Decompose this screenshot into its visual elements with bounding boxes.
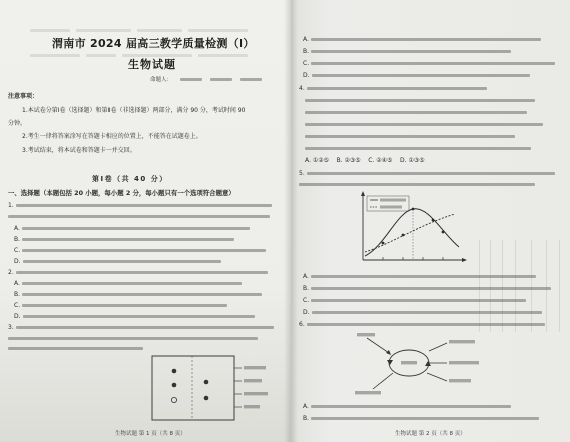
illegible-label [449, 361, 479, 364]
illegible-text [30, 29, 70, 32]
bleed-through-line [479, 240, 480, 332]
illegible-text [22, 238, 234, 241]
illegible-text [311, 50, 511, 53]
question-5-stem [299, 170, 555, 178]
question-number: 1. [8, 202, 14, 209]
question-4-statement [305, 145, 531, 153]
illegible-text [305, 111, 527, 114]
question-2-option-d [14, 313, 255, 321]
question-3-figure [150, 354, 275, 424]
figure-arrow [373, 373, 393, 389]
option-letter: B. [303, 48, 310, 55]
illegible-label [244, 405, 260, 408]
figure-arrow [367, 338, 389, 353]
figure-ring [171, 397, 176, 402]
figure-frame [152, 356, 234, 420]
question-2-option-c [14, 302, 227, 310]
illegible-text [198, 54, 248, 57]
illegible-text [307, 87, 487, 90]
option-letter: A. [303, 403, 309, 410]
question-5-option-a [303, 273, 536, 281]
option-letter: D. [303, 309, 310, 316]
section-heading: 一、选择题（本题包括 20 小题，每小题 2 分，每小题只有一个选项符合题意） [8, 189, 235, 197]
illegible-text [22, 249, 266, 252]
exam-title: 渭南市 2024 届高三教学质量检测（Ⅰ） [52, 37, 255, 50]
bleed-through-line [559, 240, 560, 332]
question-6-stem [299, 321, 545, 329]
question-5-option-c [303, 297, 526, 305]
question-3-option-a [303, 36, 541, 44]
question-2-option-b [14, 291, 262, 299]
graph-point [442, 231, 445, 234]
question-3-stem-line [8, 345, 143, 353]
illegible-text [8, 347, 143, 350]
illegible-text [299, 183, 535, 186]
graph-point [412, 208, 415, 211]
notice-2: 2.考生一律将答案涂写在答题卡相应的位置上，不能答在试题卷上。 [22, 133, 202, 140]
question-1-option-c [14, 247, 266, 255]
illegible-label [357, 333, 375, 336]
option-letter: B. [14, 291, 21, 298]
question-3-stem [8, 324, 274, 332]
notice-3: 3.考试结束，将本试卷和答题卡一并交回。 [22, 147, 136, 154]
option-letter: C. [14, 247, 21, 254]
illegible-text [311, 62, 555, 65]
figure-dot [172, 383, 177, 388]
exam-page-2 [291, 0, 570, 442]
graph-curve-solid [365, 209, 459, 256]
graph-point [382, 242, 385, 245]
bleed-through-line [546, 240, 547, 332]
illegible-text [305, 135, 515, 138]
illegible-text [305, 99, 535, 102]
question-number: 4. [299, 85, 305, 92]
option-letter: C. [303, 60, 310, 67]
question-4-options: A. ①②⑤ B. ②③⑤ C. ②④⑤ D. ①③⑤ [305, 157, 425, 164]
figure-dot [204, 380, 209, 385]
question-6-option-b [303, 415, 539, 423]
question-1-option-d [14, 258, 221, 266]
bleed-through-line [502, 240, 503, 332]
illegible-text [122, 54, 192, 57]
question-5-option-d [303, 309, 542, 317]
question-4-statement [305, 133, 515, 141]
illegible-text [8, 337, 258, 340]
question-number: 6. [299, 321, 305, 328]
illegible-text [305, 147, 531, 150]
illegible-text [180, 78, 202, 81]
question-6-figure [351, 331, 491, 399]
illegible-text [311, 299, 526, 302]
illegible-text [137, 29, 182, 32]
notice-heading: 注意事项： [8, 93, 39, 100]
question-1-option-a [14, 225, 250, 233]
notice-1-continued: 分钟。 [8, 120, 27, 127]
graph-point [432, 219, 435, 222]
illegible-label [449, 340, 475, 343]
illegible-text [22, 293, 262, 296]
page-footer: 生物试题 第 1 页（共 8 页） [115, 431, 186, 437]
illegible-label [244, 366, 266, 369]
option-letter: B. [303, 285, 310, 292]
illegible-text [307, 323, 545, 326]
graph-point [402, 234, 405, 237]
question-4-statement [305, 97, 535, 105]
question-4-stem [299, 85, 487, 93]
option-letter: C. [14, 302, 21, 309]
illegible-text [16, 326, 274, 329]
option-letter: D. [14, 313, 21, 320]
question-2-stem [8, 269, 268, 277]
illegible-text [311, 405, 511, 408]
bleed-through-line [490, 240, 491, 332]
exam-subject: 生物试题 [128, 58, 176, 71]
option-letter: B. [303, 415, 310, 422]
option-letter: C. [303, 297, 310, 304]
question-5-option-b [303, 285, 551, 293]
illegible-text [16, 271, 268, 274]
bleed-through-line [531, 240, 532, 332]
illegible-label [449, 379, 471, 382]
page-fold-shadow [284, 0, 298, 442]
illegible-text [311, 38, 541, 41]
illegible-text [210, 78, 232, 81]
question-4-statement [305, 109, 527, 117]
notice-1: 1.本试卷分第Ⅰ卷（选择题）和第Ⅱ卷（非选择题）两部分，满分 90 分，考试时间 90 [22, 107, 246, 114]
option-letter: A. [303, 36, 309, 43]
question-3-option-d [303, 72, 530, 80]
part-heading: 第Ⅰ卷（共 40 分） [92, 175, 168, 183]
illegible-text [188, 29, 248, 32]
figure-dot [172, 369, 177, 374]
question-4-statement [305, 121, 543, 129]
question-3-option-c [303, 60, 555, 68]
illegible-text [312, 74, 530, 77]
option-letter: D. [14, 258, 21, 265]
authors-label: 命题人： [150, 77, 173, 83]
illegible-text [76, 29, 131, 32]
question-2-option-a [14, 280, 242, 288]
option-letter: D. [303, 72, 310, 79]
page-footer: 生物试题 第 2 页（共 8 页） [395, 431, 466, 437]
illegible-text [311, 417, 539, 420]
illegible-label [355, 391, 381, 394]
illegible-text [16, 204, 272, 207]
question-number: 3. [8, 324, 14, 331]
illegible-text [305, 123, 543, 126]
question-5-graph [351, 190, 471, 270]
illegible-text [22, 282, 242, 285]
question-3-stem-line [8, 335, 258, 343]
arrow-head [425, 361, 431, 366]
option-letter: B. [14, 236, 21, 243]
illegible-text [8, 215, 270, 218]
illegible-legend-text [380, 199, 406, 202]
illegible-text [30, 54, 80, 57]
illegible-text [23, 260, 221, 263]
question-1-stem [8, 202, 272, 210]
faint-header-row [24, 27, 248, 35]
question-1-stem-line [8, 213, 270, 221]
option-letter: A. [303, 273, 309, 280]
option-letter: A. [14, 225, 20, 232]
question-5-stem-line [299, 181, 535, 189]
illegible-text [22, 304, 227, 307]
figure-arrow [427, 373, 447, 381]
illegible-label [244, 392, 268, 395]
authors-line [150, 76, 262, 84]
illegible-label [401, 361, 417, 364]
illegible-text [86, 54, 116, 57]
y-axis-arrow [361, 191, 365, 196]
arrow-head [387, 360, 393, 365]
graph-curve-dashed [365, 214, 455, 252]
arrow-head [386, 350, 391, 355]
graph-legend [367, 196, 409, 211]
figure-arrow [429, 343, 447, 351]
illegible-text [307, 172, 555, 175]
illegible-text [23, 315, 255, 318]
question-number: 2. [8, 269, 14, 276]
illegible-legend-text [380, 206, 402, 209]
question-3-option-b [303, 48, 511, 56]
illegible-text [312, 311, 542, 314]
illegible-text [22, 227, 250, 230]
figure-dot [204, 396, 209, 401]
question-1-option-b [14, 236, 234, 244]
x-axis-arrow [462, 258, 467, 262]
question-6-option-a [303, 403, 511, 411]
question-number: 5. [299, 170, 305, 177]
option-letter: A. [14, 280, 20, 287]
illegible-label [244, 379, 262, 382]
bleed-through-line [515, 240, 516, 332]
illegible-text [240, 78, 262, 81]
